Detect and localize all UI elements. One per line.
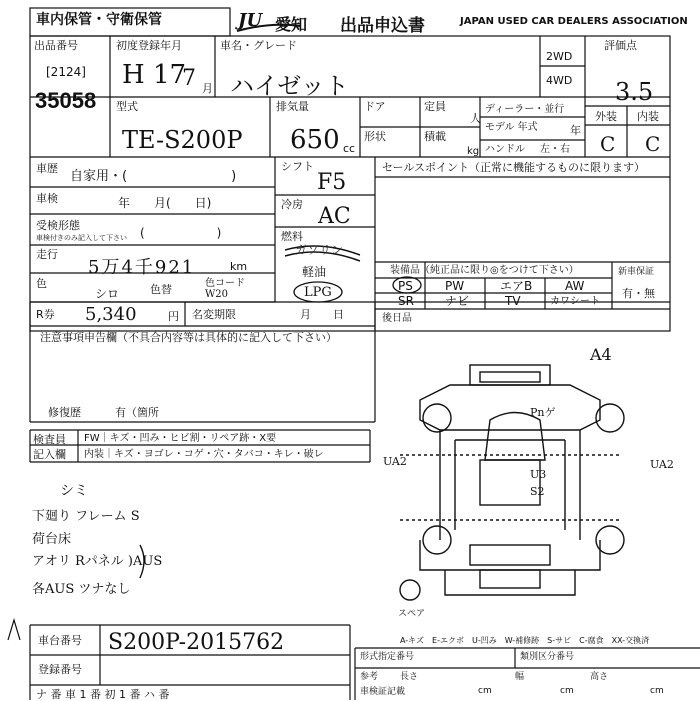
shift-label: シフト: [281, 160, 314, 173]
drive-2wd: 2WD: [546, 50, 573, 63]
lot-small-number: [2124]: [46, 65, 86, 79]
model-name-value: ハイゼット: [230, 72, 349, 100]
name-change-value: 月 日: [300, 308, 344, 321]
mileage-value: 5万4千921: [88, 257, 196, 278]
note-frame: 下廻り フレーム S: [32, 509, 140, 524]
damage-legend: A-キズ E-エクボ U-凹み W-補修跡 S-サビ C-腐食 XX-交換済: [400, 636, 650, 645]
aircon-value: AC: [318, 204, 351, 229]
acceptance-label: 受検形態: [36, 219, 80, 232]
note-gate-panel: アオリ Rパネル )AUS: [32, 554, 163, 569]
remarks-label: 記入欄: [33, 448, 66, 461]
kg-unit: kg: [467, 146, 480, 157]
model-year-label: モデル 年式: [485, 122, 538, 133]
name-change-label: 名変期限: [192, 308, 236, 321]
body-number-label: 類別区分番号: [520, 652, 575, 662]
chassis-label: 車台番号: [38, 634, 82, 647]
equipment-tv: TV: [505, 294, 521, 308]
interior-grade: C: [645, 132, 661, 156]
diagram-code-bed-2: S2: [530, 485, 545, 498]
registration-form-label: 車検証記載: [360, 687, 406, 697]
ju-logo: JU: [238, 10, 263, 31]
first-registration-label: 初度登録年月: [116, 39, 182, 52]
inspector-row-interior: 内装｜キズ・ヨゴレ・コゲ・穴・タバコ・キレ・破レ: [84, 449, 324, 460]
note-each-aus: 各AUS ツナなし: [32, 582, 131, 597]
notes-label: 注意事項申告欄（不具合内容等は具体的に記入して下さい）: [40, 331, 337, 344]
person-unit: 人: [470, 112, 481, 125]
month-unit: 月: [202, 82, 213, 95]
history-label: 車歴: [36, 162, 58, 175]
displacement-unit: cc: [343, 142, 356, 155]
mileage-unit: km: [230, 260, 248, 273]
inspector-row-exterior: FW｜キズ・凹み・ヒビ割・リペア跡・X要: [84, 433, 277, 444]
interior-label: 内装: [637, 110, 659, 123]
color-value: シロ: [95, 287, 120, 301]
length-label: 長さ: [400, 672, 419, 682]
association-name: JAPAN USED CAR DEALERS ASSOCIATION: [460, 16, 688, 27]
spare-label: スペア: [398, 609, 426, 619]
width-label: 幅: [515, 672, 525, 682]
first-registration-year: H 17: [122, 60, 187, 90]
car-diagram: [400, 365, 624, 600]
note-stain: シミ: [60, 483, 88, 499]
shape-label: 形状: [364, 130, 386, 143]
height-label: 高さ: [590, 672, 609, 682]
color-label: 色: [36, 277, 47, 290]
equipment-sr: SR: [398, 294, 414, 308]
diagram-code-cabin: Pnゲ: [530, 406, 556, 419]
acceptance-paren: ( ): [140, 226, 222, 240]
note-bed-floor: 荷台床: [32, 532, 72, 547]
year-unit: 年: [570, 124, 581, 137]
bottom-row: ナ 番 車 1 番 初 1 番 ハ 番: [36, 688, 170, 701]
handle-label: ハンドル: [485, 144, 525, 155]
equipment-aw: AW: [565, 279, 585, 293]
type-code-label: 型式: [116, 100, 138, 113]
width-unit: cm: [560, 686, 574, 696]
diagram-code-a4: A4: [590, 345, 612, 364]
fuel-diesel: 軽油: [302, 265, 327, 279]
new-car-warranty-value: 有・無: [622, 287, 655, 300]
fuel-lpg: LPG: [304, 285, 332, 300]
first-registration-month: 7: [182, 66, 196, 91]
color-code-label: 色コード: [205, 278, 245, 289]
storage-note: 車内保管・守衛保管: [36, 12, 162, 28]
shift-value: F5: [317, 170, 347, 195]
inspection-value: 年 月( 日): [118, 196, 212, 210]
brand-name: 愛知: [275, 15, 308, 34]
capacity-label: 定員: [424, 100, 446, 113]
lot-label: 出品番号: [34, 39, 78, 52]
fuel-label: 燃料: [281, 230, 303, 243]
equipment-pw: PW: [445, 279, 465, 293]
reference-label: 参考: [360, 672, 379, 682]
dealer-label: ディーラー・並行: [485, 104, 565, 115]
lot-number: 35058: [35, 88, 97, 113]
load-label: 積載: [424, 130, 446, 143]
model-name-label: 車名・グレード: [220, 39, 297, 52]
displacement-label: 排気量: [276, 100, 309, 113]
equipment-navi: ナビ: [445, 294, 470, 308]
exterior-grade: C: [600, 132, 616, 156]
paint-change-label: 色替: [150, 283, 172, 296]
color-code-value: W20: [205, 289, 229, 300]
registration-label: 登録番号: [38, 663, 82, 676]
history-value: 自家用・( ): [70, 169, 237, 184]
height-unit: cm: [650, 686, 664, 696]
length-unit: cm: [478, 686, 492, 696]
rating-score: 3.5: [615, 78, 654, 106]
equipment-leather-seat: カワシート: [550, 296, 600, 307]
form-title: 出品申込書: [340, 16, 425, 36]
exterior-label: 外装: [595, 110, 617, 123]
diagram-code-bed-1: U3: [530, 468, 547, 481]
inspector-label: 検査員: [33, 433, 66, 446]
rating-label: 評価点: [604, 39, 637, 52]
type-code-value: TE-S200P: [122, 126, 243, 154]
inspection-label: 車検: [36, 192, 58, 205]
door-label: ドア: [364, 100, 386, 113]
aircon-label: 冷房: [281, 198, 303, 211]
recycle-value: 5,340: [85, 304, 137, 325]
equipment-airbag: エアB: [500, 279, 533, 293]
selling-points-label: セールスポイント（正常に機能するものに限ります）: [382, 161, 646, 174]
diagram-code-left: UA2: [383, 455, 407, 468]
diagram-code-right: UA2: [650, 458, 674, 471]
new-car-warranty-label: 新車保証: [618, 267, 655, 277]
equipment-label: 装備品（純正品に限り◎をつけて下さい）: [390, 265, 579, 276]
drive-4wd: 4WD: [546, 74, 573, 87]
mileage-label: 走行: [36, 248, 58, 261]
repair-history-value: 有（箇所: [115, 406, 159, 419]
handle-value: 左・右: [540, 144, 570, 155]
chassis-value: S200P-2015762: [108, 630, 285, 655]
recycle-label: R券: [36, 308, 55, 321]
equipment-ps: PS: [398, 279, 413, 293]
recycle-unit: 円: [168, 310, 179, 323]
fuel-crossed: ガソリン: [295, 243, 344, 257]
repair-history-label: 修復歴: [48, 406, 81, 419]
acceptance-note: 車検付きのみ記入して下さい: [36, 234, 127, 242]
displacement-value: 650: [290, 125, 340, 155]
rear-seat-label: 後日品: [382, 313, 412, 324]
form-number-label: 形式指定番号: [360, 652, 415, 662]
